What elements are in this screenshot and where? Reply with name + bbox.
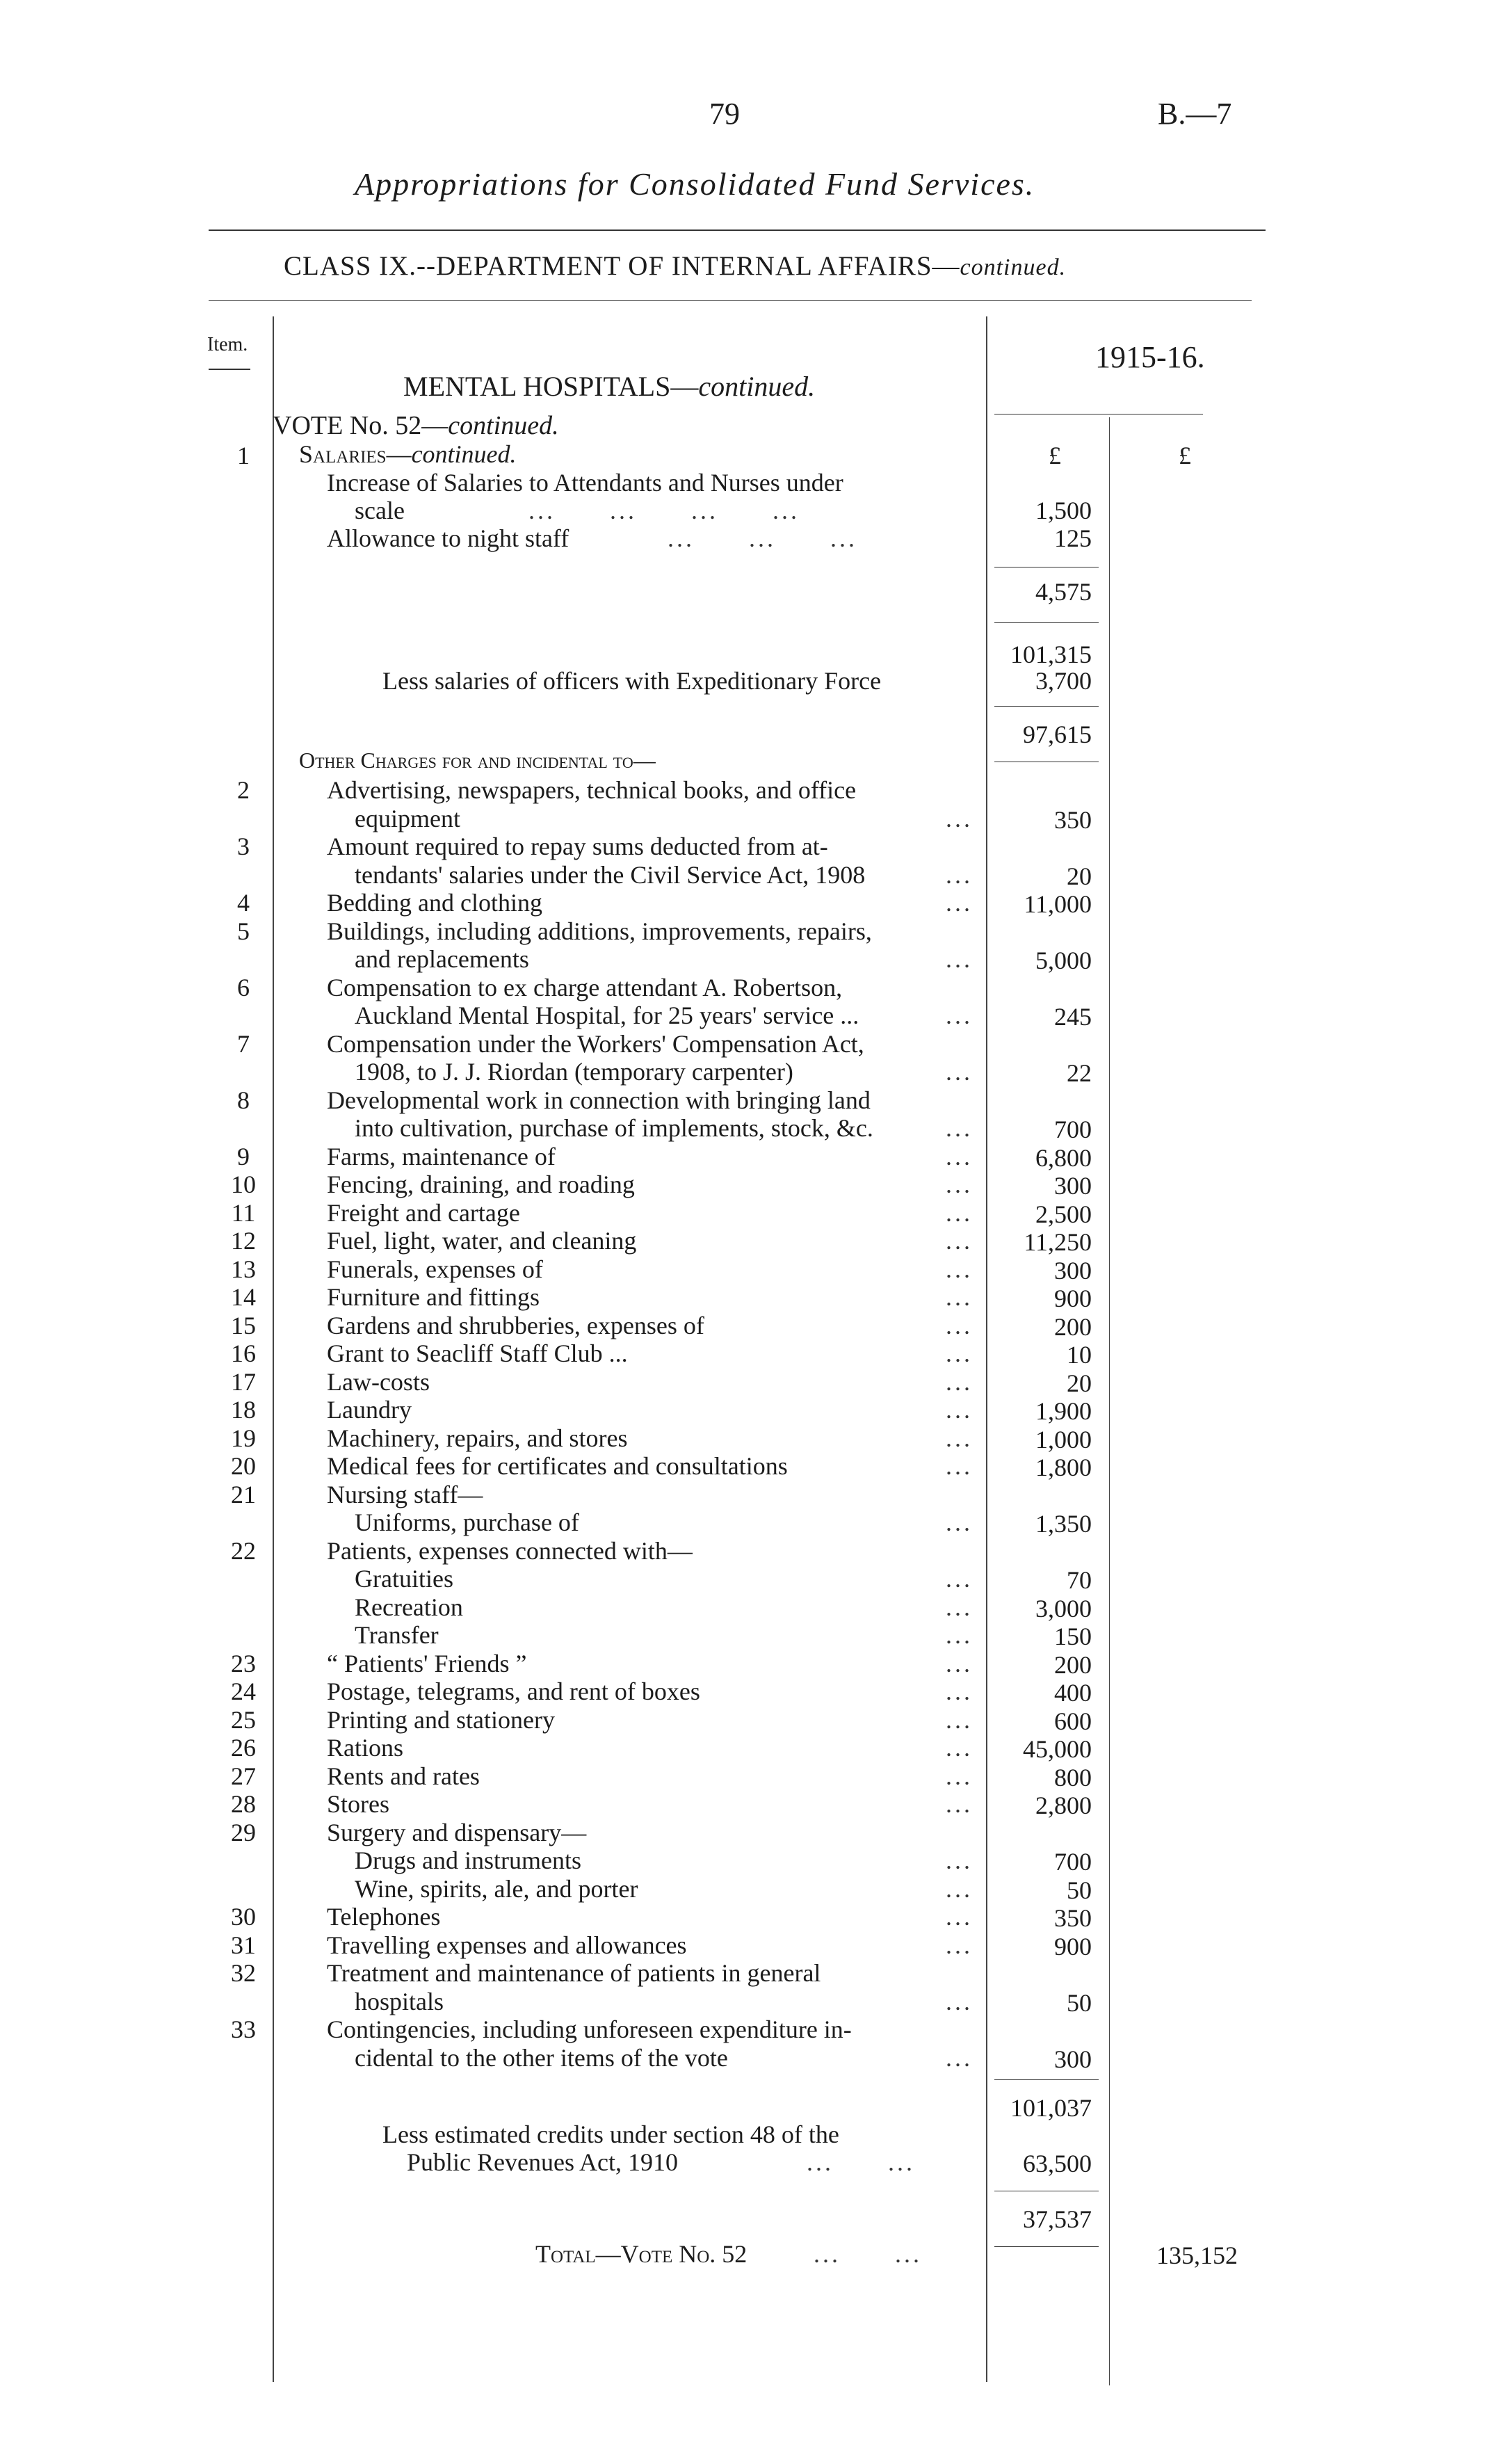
item-text: Advertising, newspapers, technical books, and office xyxy=(327,776,857,804)
leader-dots: ... xyxy=(946,945,973,973)
leader-dots: ... ... xyxy=(807,2148,915,2176)
item-text: Rations xyxy=(327,1734,404,1762)
header-rule xyxy=(209,300,1252,301)
item-amount: 600 xyxy=(1054,1707,1092,1735)
item-number: 23 xyxy=(231,1649,256,1677)
class-heading-suffix: continued. xyxy=(960,255,1067,280)
leader-dots: ... xyxy=(946,1058,973,1086)
item-text: Recreation xyxy=(355,1593,463,1621)
item-number: 12 xyxy=(231,1227,256,1255)
sum-rule xyxy=(994,706,1099,707)
item-text: Machinery, repairs, and stores xyxy=(327,1424,628,1452)
item-amount: 300 xyxy=(1054,1172,1092,1200)
item-number: 33 xyxy=(231,2015,256,2043)
item-text: Amount required to repay sums deducted from at- xyxy=(327,832,828,860)
leader-dots: ... ... xyxy=(814,2240,922,2268)
item-text: Fencing, draining, and roading xyxy=(327,1170,635,1198)
item-number: 26 xyxy=(231,1734,256,1762)
item-amount: 350 xyxy=(1054,805,1092,834)
leader-dots: ... xyxy=(946,1762,973,1790)
leader-dots: ... xyxy=(946,1846,973,1874)
item-amount: 50 xyxy=(1067,1876,1092,1904)
leader-dots: ... xyxy=(946,1424,973,1452)
item-amount: 50 xyxy=(1067,1988,1092,2017)
item-amount: 20 xyxy=(1067,1369,1092,1397)
section-heading-main: MENTAL HOSPITALS— xyxy=(403,371,699,402)
item-number: 6 xyxy=(237,973,250,1001)
item-text: Postage, telegrams, and rent of boxes xyxy=(327,1677,700,1705)
class-heading-main: CLASS IX.--DEPARTMENT OF INTERNAL AFFAIRS— xyxy=(284,251,960,281)
item-column-header: Item. xyxy=(207,334,248,355)
item-amount: 200 xyxy=(1054,1650,1092,1679)
leader-dots: ... xyxy=(946,1198,973,1227)
salary-row-text: scale xyxy=(355,497,405,524)
net-salaries: 97,615 xyxy=(1023,720,1092,748)
item-text: Wine, spirits, ale, and porter xyxy=(355,1874,638,1903)
salary-row-text: Allowance to night staff xyxy=(327,524,569,552)
leader-dots: ... xyxy=(946,1396,973,1424)
year-header: 1915-16. xyxy=(1095,340,1205,374)
item-amount: 1,350 xyxy=(1035,1510,1092,1538)
page-title: Appropriations for Consolidated Fund Services. xyxy=(355,166,1035,202)
item-amount: 400 xyxy=(1054,1679,1092,1707)
item-text: Uniforms, purchase of xyxy=(355,1508,579,1536)
item-text: Gardens and shrubberies, expenses of xyxy=(327,1311,704,1339)
page-reference: B.—7 xyxy=(1158,97,1232,131)
leader-dots: ... xyxy=(946,804,973,832)
leader-dots: ... xyxy=(946,1283,973,1311)
item-amount: 900 xyxy=(1054,1285,1092,1312)
item-number: 16 xyxy=(231,1339,256,1367)
item-number: 7 xyxy=(237,1029,250,1058)
vote-line-suffix: continued. xyxy=(448,411,559,440)
section-heading xyxy=(403,370,815,403)
item-number: 14 xyxy=(231,1283,256,1311)
leader-dots: ... xyxy=(946,1621,973,1649)
item-text: and replacements xyxy=(355,945,529,973)
item-text: Grant to Seacliff Staff Club ... xyxy=(327,1339,628,1367)
leader-dots: ... ... ... ... xyxy=(528,497,800,524)
item-number: 13 xyxy=(231,1255,256,1283)
leader-dots: ... xyxy=(946,1677,973,1705)
item-number: 30 xyxy=(231,1903,256,1931)
salary-subtotal: 4,575 xyxy=(1035,578,1092,606)
item-text: Nursing staff— xyxy=(327,1480,483,1508)
leader-dots: ... xyxy=(946,1649,973,1677)
salary-row-text: Increase of Salaries to Attendants and Nurses under xyxy=(327,469,843,497)
item-text: Drugs and instruments xyxy=(355,1846,581,1874)
leader-dots: ... xyxy=(946,1001,973,1029)
item-number: 32 xyxy=(231,1959,256,1987)
item-amount: 350 xyxy=(1054,1904,1092,1932)
item-number: 21 xyxy=(231,1480,256,1508)
less-credits-text: Less estimated credits under section 48 of the xyxy=(382,2120,839,2148)
item-text: Bedding and clothing xyxy=(327,889,542,917)
item-amount: 10 xyxy=(1067,1341,1092,1369)
item-text: Law-costs xyxy=(327,1367,430,1396)
less-credits-amount: 63,500 xyxy=(1023,2150,1092,2177)
leader-dots: ... xyxy=(946,1705,973,1734)
leader-dots: ... xyxy=(946,1142,973,1170)
item-text: Freight and cartage xyxy=(327,1198,520,1227)
salaries-heading-main: Salaries— xyxy=(299,440,412,468)
item-number: 5 xyxy=(237,917,250,945)
item-text: Treatment and maintenance of patients in general xyxy=(327,1959,821,1987)
item-amount: 900 xyxy=(1054,1932,1092,1960)
item-number: 27 xyxy=(231,1762,256,1790)
item-text: Transfer xyxy=(355,1621,439,1649)
item-amount: 200 xyxy=(1054,1312,1092,1341)
item-text: Surgery and dispensary— xyxy=(327,1818,587,1846)
item-number: 22 xyxy=(231,1536,256,1565)
item-text: Compensation to ex charge attendant A. Robertson, xyxy=(327,973,843,1001)
leader-dots: ... xyxy=(946,1734,973,1762)
item-text: Printing and stationery xyxy=(327,1705,555,1734)
item-column-divider xyxy=(273,316,274,2382)
leader-dots: ... xyxy=(946,1903,973,1931)
other-total: 101,037 xyxy=(1010,2094,1092,2122)
item-number: 17 xyxy=(231,1367,256,1396)
item-text: Auckland Mental Hospital, for 25 years' service ... xyxy=(355,1001,859,1029)
item-text: tendants' salaries under the Civil Service Act, 1908 xyxy=(355,860,866,889)
leader-dots: ... xyxy=(946,1255,973,1283)
item-text: Rents and rates xyxy=(327,1762,480,1790)
item-text: Travelling expenses and allowances xyxy=(327,1931,687,1959)
item-number: 4 xyxy=(237,889,250,917)
item-text: Laundry xyxy=(327,1396,412,1424)
leader-dots: ... xyxy=(946,1931,973,1959)
item-text: hospitals xyxy=(355,1987,444,2015)
item-number: 1 xyxy=(237,442,250,469)
item-amount: 45,000 xyxy=(1023,1735,1092,1763)
item-amount: 6,800 xyxy=(1035,1143,1092,1172)
vote-line xyxy=(273,410,559,441)
item-text: Contingencies, including unforeseen expenditure in- xyxy=(327,2015,852,2043)
item-text: Funerals, expenses of xyxy=(327,1255,543,1283)
section-heading-suffix: continued. xyxy=(698,371,816,402)
item-number: 9 xyxy=(237,1142,250,1170)
item-number: 3 xyxy=(237,832,250,860)
sum-rule xyxy=(994,2246,1099,2247)
title-rule xyxy=(209,230,1266,231)
leader-dots: ... xyxy=(946,1593,973,1621)
leader-dots: ... xyxy=(946,889,973,917)
vote-total-amount: 135,152 xyxy=(1156,2241,1238,2269)
less-salaries-text: Less salaries of officers with Expeditionary Force xyxy=(382,667,882,695)
item-amount: 11,000 xyxy=(1024,890,1092,918)
item-number: 25 xyxy=(231,1705,256,1734)
leader-dots: ... xyxy=(946,1170,973,1198)
item-text: Patients, expenses connected with— xyxy=(327,1536,693,1565)
leader-dots: ... xyxy=(946,1452,973,1480)
item-amount: 300 xyxy=(1054,1256,1092,1285)
item-text: cidental to the other items of the vote xyxy=(355,2043,728,2072)
item-number: 31 xyxy=(231,1931,256,1959)
currency-symbol: £ xyxy=(1179,442,1191,469)
vote-line-main: VOTE No. 52— xyxy=(273,411,449,440)
item-number: 11 xyxy=(231,1198,256,1227)
sum-rule xyxy=(994,2079,1099,2080)
item-text: into cultivation, purchase of implements, stock, &c. xyxy=(355,1114,873,1142)
salary-row-amount: 1,500 xyxy=(1035,497,1092,524)
item-number: 20 xyxy=(231,1452,256,1480)
leader-dots: ... xyxy=(946,1565,973,1593)
item-number: 29 xyxy=(231,1818,256,1846)
item-text: Furniture and fittings xyxy=(327,1283,540,1311)
item-number: 15 xyxy=(231,1311,256,1339)
item-text: “ Patients' Friends ” xyxy=(327,1649,527,1677)
leader-dots: ... xyxy=(946,860,973,889)
leader-dots: ... xyxy=(946,1339,973,1367)
item-amount: 1,000 xyxy=(1035,1425,1092,1454)
item-amount: 700 xyxy=(1054,1116,1092,1143)
other-charges-heading: Other Charges for and incidental to— xyxy=(299,748,656,773)
item-amount: 2,800 xyxy=(1035,1791,1092,1819)
item-amount: 245 xyxy=(1054,1003,1092,1031)
item-text: Compensation under the Workers' Compensation Act, xyxy=(327,1029,864,1058)
leader-dots: ... xyxy=(946,1508,973,1536)
item-amount: 22 xyxy=(1067,1059,1092,1087)
item-text: Stores xyxy=(327,1790,389,1818)
salaries-heading xyxy=(299,440,517,469)
item-text: Buildings, including additions, improvements, repairs, xyxy=(327,917,872,945)
leader-dots: ... xyxy=(946,1227,973,1255)
item-number: 2 xyxy=(237,776,250,804)
item-amount: 3,000 xyxy=(1035,1594,1092,1622)
item-amount: 1,800 xyxy=(1035,1454,1092,1481)
vote-total-label: Total—Vote No. 52 xyxy=(535,2240,748,2268)
page-number: 79 xyxy=(709,97,740,131)
item-number: 8 xyxy=(237,1086,250,1114)
leader-dots: ... xyxy=(946,1367,973,1396)
leader-dots: ... xyxy=(946,1311,973,1339)
item-number: 28 xyxy=(231,1790,256,1818)
item-text: 1908, to J. J. Riordan (temporary carpenter) xyxy=(355,1058,793,1086)
salary-row-amount: 125 xyxy=(1054,524,1092,552)
class-heading xyxy=(284,250,1066,282)
item-text: equipment xyxy=(355,804,460,832)
item-amount: 2,500 xyxy=(1035,1200,1092,1228)
item-amount: 150 xyxy=(1054,1622,1092,1650)
leader-dots: ... xyxy=(946,1114,973,1142)
leader-dots: ... xyxy=(946,2043,973,2072)
item-number: 24 xyxy=(231,1677,256,1705)
item-text: Farms, maintenance of xyxy=(327,1142,556,1170)
item-text: Medical fees for certificates and consultations xyxy=(327,1452,788,1480)
total-column-divider xyxy=(1109,417,1110,2385)
salary-total: 101,315 xyxy=(1010,641,1092,668)
item-number: 18 xyxy=(231,1396,256,1424)
item-number: 19 xyxy=(231,1424,256,1452)
item-amount: 11,250 xyxy=(1024,1228,1092,1256)
item-header-rule xyxy=(209,369,250,370)
sum-rule xyxy=(994,622,1099,623)
less-salaries-amount: 3,700 xyxy=(1035,667,1092,695)
item-amount: 70 xyxy=(1067,1566,1092,1594)
item-amount: 300 xyxy=(1054,2045,1092,2073)
salaries-heading-suffix: continued. xyxy=(411,440,517,468)
item-amount: 700 xyxy=(1054,1848,1092,1876)
currency-symbol: £ xyxy=(1049,442,1061,469)
item-amount: 5,000 xyxy=(1035,947,1092,974)
leader-dots: ... ... ... xyxy=(668,524,857,552)
item-text: Telephones xyxy=(327,1903,441,1931)
item-text: Fuel, light, water, and cleaning xyxy=(327,1227,637,1255)
net-other-charges: 37,537 xyxy=(1023,2205,1092,2233)
item-text: Gratuities xyxy=(355,1565,453,1593)
leader-dots: ... xyxy=(946,1874,973,1903)
less-credits-text: Public Revenues Act, 1910 xyxy=(407,2148,678,2176)
leader-dots: ... xyxy=(946,1987,973,2015)
item-amount: 800 xyxy=(1054,1763,1092,1791)
item-number: 10 xyxy=(231,1170,256,1198)
item-text: Developmental work in connection with bringing land xyxy=(327,1086,871,1114)
item-amount: 1,900 xyxy=(1035,1397,1092,1425)
item-amount: 20 xyxy=(1067,862,1092,890)
leader-dots: ... xyxy=(946,1790,973,1818)
